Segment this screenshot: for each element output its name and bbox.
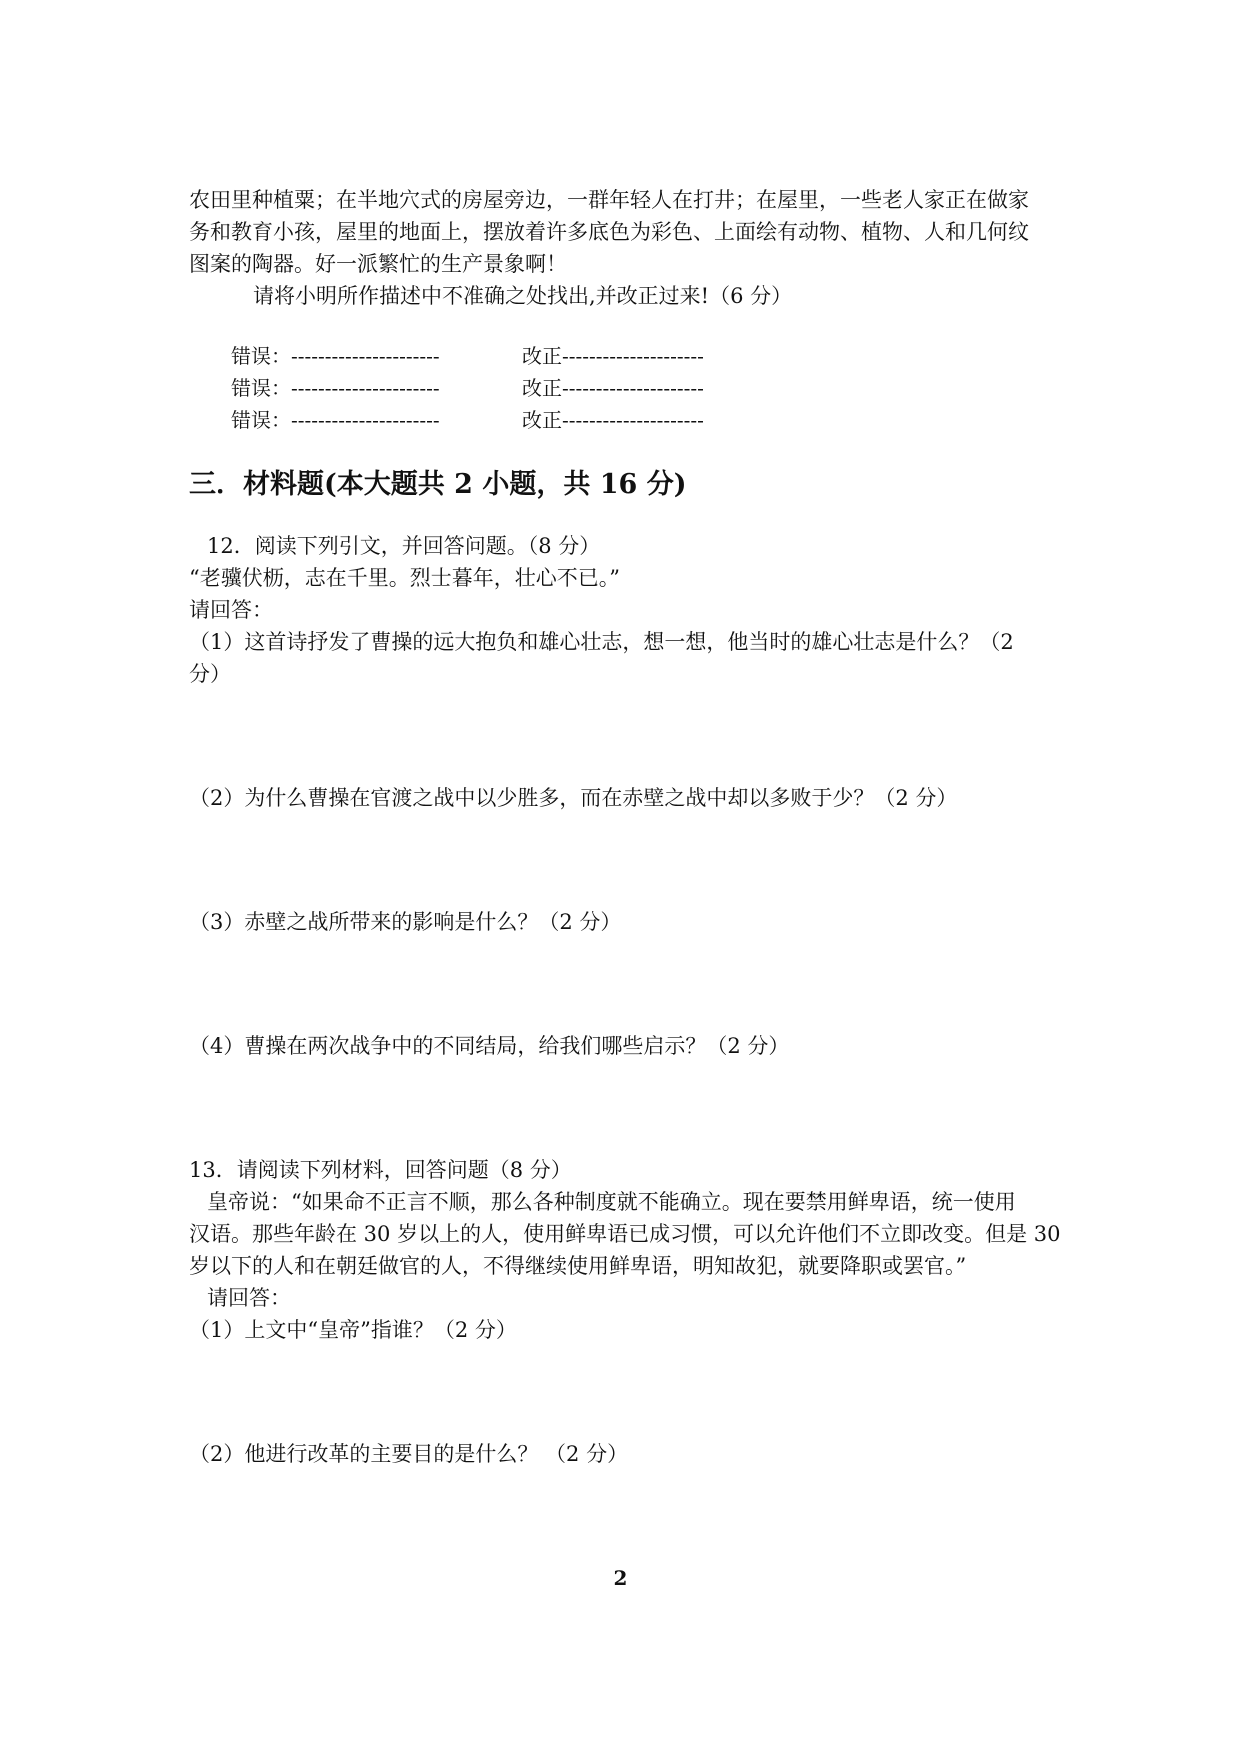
intro-line-1: 农田里种植粟；在半地穴式的房屋旁边，一群年轻人在打井；在屋里，一些老人家正在做家 (189, 188, 1029, 212)
q13-prompt: 请回答： (207, 1286, 291, 1310)
q13-sub2: （2）他进行改革的主要目的是什么？ （2 分） (189, 1442, 629, 1466)
q12-sub4: （4）曹操在两次战争中的不同结局，给我们哪些启示？（2 分） (189, 1034, 790, 1058)
intro-line-2: 务和教育小孩，屋里的地面上，摆放着许多底色为彩色、上面绘有动物、植物、人和几何纹 (189, 220, 1029, 244)
error-line-1: 错误：---------------------- (231, 344, 440, 368)
q13-material-line-2: 汉语。那些年龄在 30 岁以上的人，使用鲜卑语已成习惯，可以允许他们不立即改变。但是 30 (189, 1222, 1061, 1246)
q12-quote: “老骥伏枥，志在千里。烈士暮年，壮心不已。” (189, 566, 620, 590)
q12-title: 12．阅读下列引文，并回答问题。（8 分） (207, 534, 601, 558)
q12-sub3: （3）赤壁之战所带来的影响是什么？（2 分） (189, 910, 622, 934)
q13-title: 13．请阅读下列材料，回答问题（8 分） (189, 1158, 572, 1182)
q12-prompt: 请回答： (189, 598, 273, 622)
section-title: 三．材料题(本大题共 2 小题，共 16 分) (189, 469, 687, 500)
instruction-text: 请将小明所作描述中不准确之处找出,并改正过来!（6 分） (253, 284, 793, 308)
q13-sub1: （1）上文中“皇帝”指谁？（2 分） (189, 1318, 517, 1342)
q12-sub1-cont: 分） (189, 662, 231, 686)
error-line-2: 错误：---------------------- (231, 376, 440, 400)
error-line-3: 错误：---------------------- (231, 408, 440, 432)
correction-line-2: 改正--------------------- (522, 376, 704, 400)
q13-material-line-1: 皇帝说：“如果命不正言不顺，那么各种制度就不能确立。现在要禁用鲜卑语，统一使用 (207, 1190, 1016, 1214)
correction-line-3: 改正--------------------- (522, 408, 704, 432)
q12-sub2: （2）为什么曹操在官渡之战中以少胜多，而在赤壁之战中却以多败于少？（2 分） (189, 786, 958, 810)
intro-line-3: 图案的陶器。好一派繁忙的生产景象啊！ (189, 252, 567, 276)
correction-line-1: 改正--------------------- (522, 344, 704, 368)
q12-sub1: （1）这首诗抒发了曹操的远大抱负和雄心壮志，想一想，他当时的雄心壮志是什么？（2 (189, 630, 1014, 654)
page-number: 2 (613, 1566, 628, 1590)
q13-material-line-3: 岁以下的人和在朝廷做官的人，不得继续使用鲜卑语，明知故犯，就要降职或罢官。” (189, 1254, 967, 1278)
